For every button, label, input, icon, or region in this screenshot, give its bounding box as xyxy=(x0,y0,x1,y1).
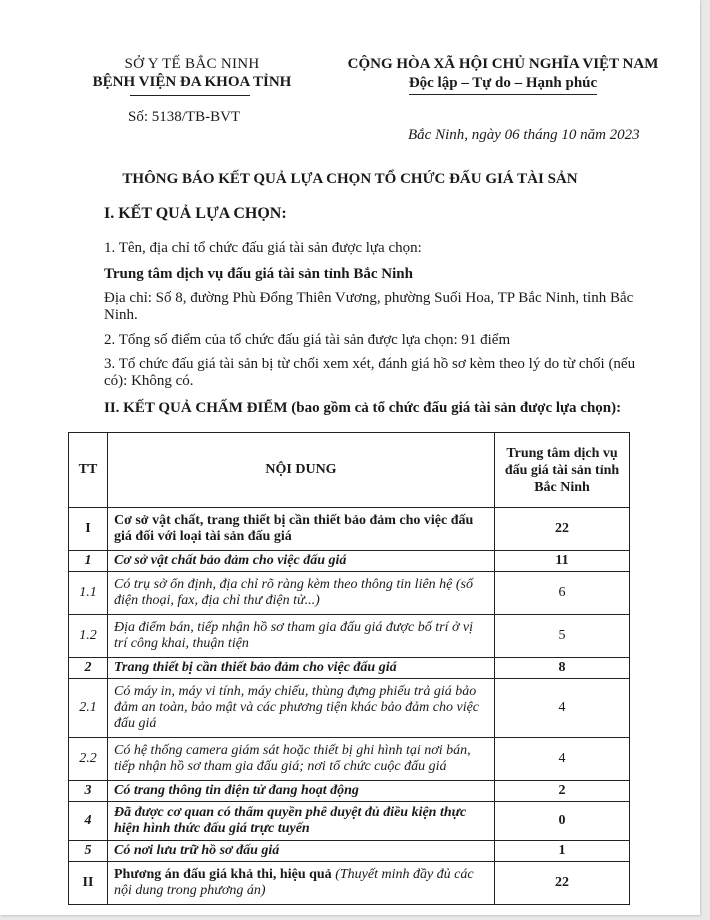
table-row xyxy=(69,572,630,615)
row-score: 11 xyxy=(495,551,630,572)
row-content: Địa điểm bán, tiếp nhận hồ sơ tham gia đấu giá được bố trí ở vị trí công khai, thuận tiện xyxy=(108,615,495,658)
row-score: 6 xyxy=(495,572,630,615)
header-tt: TT xyxy=(69,433,108,508)
issuer-underline xyxy=(130,95,250,96)
selected-org-address: Địa chỉ: Số 8, đường Phù Đổng Thiên Vương, phường Suối Hoa, TP Bắc Ninh, tỉnh Bắc Ninh. xyxy=(104,290,634,323)
row-content: Có trang thông tin điện tử đang hoạt động xyxy=(108,781,495,802)
row-tt: 2.1 xyxy=(69,679,108,738)
row-content-main: Phương án đấu giá khả thi, hiệu quả xyxy=(114,867,332,882)
scoring-table xyxy=(68,432,630,905)
section1-heading: I. KẾT QUẢ LỰA CHỌN: xyxy=(104,205,287,222)
row-score: 2 xyxy=(495,781,630,802)
section2-heading: II. KẾT QUẢ CHẤM ĐIỂM (bao gồm cả tổ chức đấu giá tài sản được lựa chọn): xyxy=(104,400,622,416)
row-tt: II xyxy=(69,862,108,905)
issuer-department: SỞ Y TẾ BẮC NINH xyxy=(124,56,260,72)
row-score: 5 xyxy=(495,615,630,658)
row-tt: 3 xyxy=(69,781,108,802)
row-content xyxy=(108,862,495,905)
table-row xyxy=(69,738,630,781)
table-row xyxy=(69,679,630,738)
table-header-row xyxy=(69,433,630,508)
row-content: Trang thiết bị cần thiết bảo đảm cho việc đấu giá xyxy=(108,658,495,679)
section1-item3: 3. Tổ chức đấu giá tài sản bị từ chối xem xét, đánh giá hồ sơ kèm theo lý do từ chối (nếu có): Không có. xyxy=(104,356,636,389)
row-content: Có nơi lưu trữ hồ sơ đấu giá xyxy=(108,841,495,862)
table-row xyxy=(69,862,630,905)
row-tt: 1 xyxy=(69,551,108,572)
row-score: 4 xyxy=(495,738,630,781)
header-score: Trung tâm dịch vụ đấu giá tài sản tỉnh Bắc Ninh xyxy=(495,433,630,508)
nation-name: CỘNG HÒA XÃ HỘI CHỦ NGHĨA VIỆT NAM xyxy=(347,56,659,72)
document-number: Số: 5138/TB-BVT xyxy=(128,109,241,125)
issuer-block xyxy=(82,55,302,91)
row-content: Có trụ sở ổn định, địa chỉ rõ ràng kèm theo thông tin liên hệ (số điện thoại, fax, địa chỉ thư điện tử...) xyxy=(108,572,495,615)
row-score: 0 xyxy=(495,802,630,841)
section1-item2: 2. Tổng số điểm của tổ chức đấu giá tài sản được lựa chọn: 91 điểm xyxy=(104,332,511,348)
row-tt: 1.1 xyxy=(69,572,108,615)
national-motto-block xyxy=(338,55,668,95)
issuer-hospital: BỆNH VIỆN ĐA KHOA TỈNH xyxy=(92,74,292,90)
row-content: Cơ sở vật chất bảo đảm cho việc đấu giá xyxy=(108,551,495,572)
row-score: 22 xyxy=(495,508,630,551)
table-row xyxy=(69,781,630,802)
row-score: 4 xyxy=(495,679,630,738)
row-content: Có máy in, máy vi tính, máy chiếu, thùng đựng phiếu trả giá bảo đảm an toàn, bảo mật và các phương tiện khác bảo đảm cho việc đấu giá xyxy=(108,679,495,738)
row-content: Có hệ thống camera giám sát hoặc thiết bị ghi hình tại nơi bán, tiếp nhận hồ sơ tham gia đấu giá; nơi tổ chức cuộc đấu giá xyxy=(108,738,495,781)
row-content-note: (Thuyết minh đầy đủ các nội dung trong phương án) xyxy=(114,867,474,898)
row-tt: 1.2 xyxy=(69,615,108,658)
section1-item1: 1. Tên, địa chỉ tổ chức đấu giá tài sản được lựa chọn: xyxy=(104,240,422,256)
row-score: 22 xyxy=(495,862,630,905)
table-row xyxy=(69,615,630,658)
table-row xyxy=(69,551,630,572)
table-row xyxy=(69,802,630,841)
row-content: Đã được cơ quan có thẩm quyền phê duyệt đủ điều kiện thực hiện hình thức đấu giá trực tuyến xyxy=(108,802,495,841)
selected-org-name: Trung tâm dịch vụ đấu giá tài sản tỉnh Bắc Ninh xyxy=(104,266,413,282)
row-tt: I xyxy=(69,508,108,551)
header-content: NỘI DUNG xyxy=(108,433,495,508)
national-motto: Độc lập – Tự do – Hạnh phúc xyxy=(409,74,597,95)
document-title: THÔNG BÁO KẾT QUẢ LỰA CHỌN TỔ CHỨC ĐẤU GIÁ TÀI SẢN xyxy=(122,171,578,187)
row-tt: 2.2 xyxy=(69,738,108,781)
table-row xyxy=(69,658,630,679)
document-date: Bắc Ninh, ngày 06 tháng 10 năm 2023 xyxy=(408,127,640,143)
row-tt: 2 xyxy=(69,658,108,679)
row-score: 8 xyxy=(495,658,630,679)
row-tt: 4 xyxy=(69,802,108,841)
row-score: 1 xyxy=(495,841,630,862)
row-tt: 5 xyxy=(69,841,108,862)
table-row xyxy=(69,508,630,551)
row-content: Cơ sở vật chất, trang thiết bị cần thiết bảo đảm cho việc đấu giá đối với loại tài sản đấu giá xyxy=(108,508,495,551)
table-row xyxy=(69,841,630,862)
